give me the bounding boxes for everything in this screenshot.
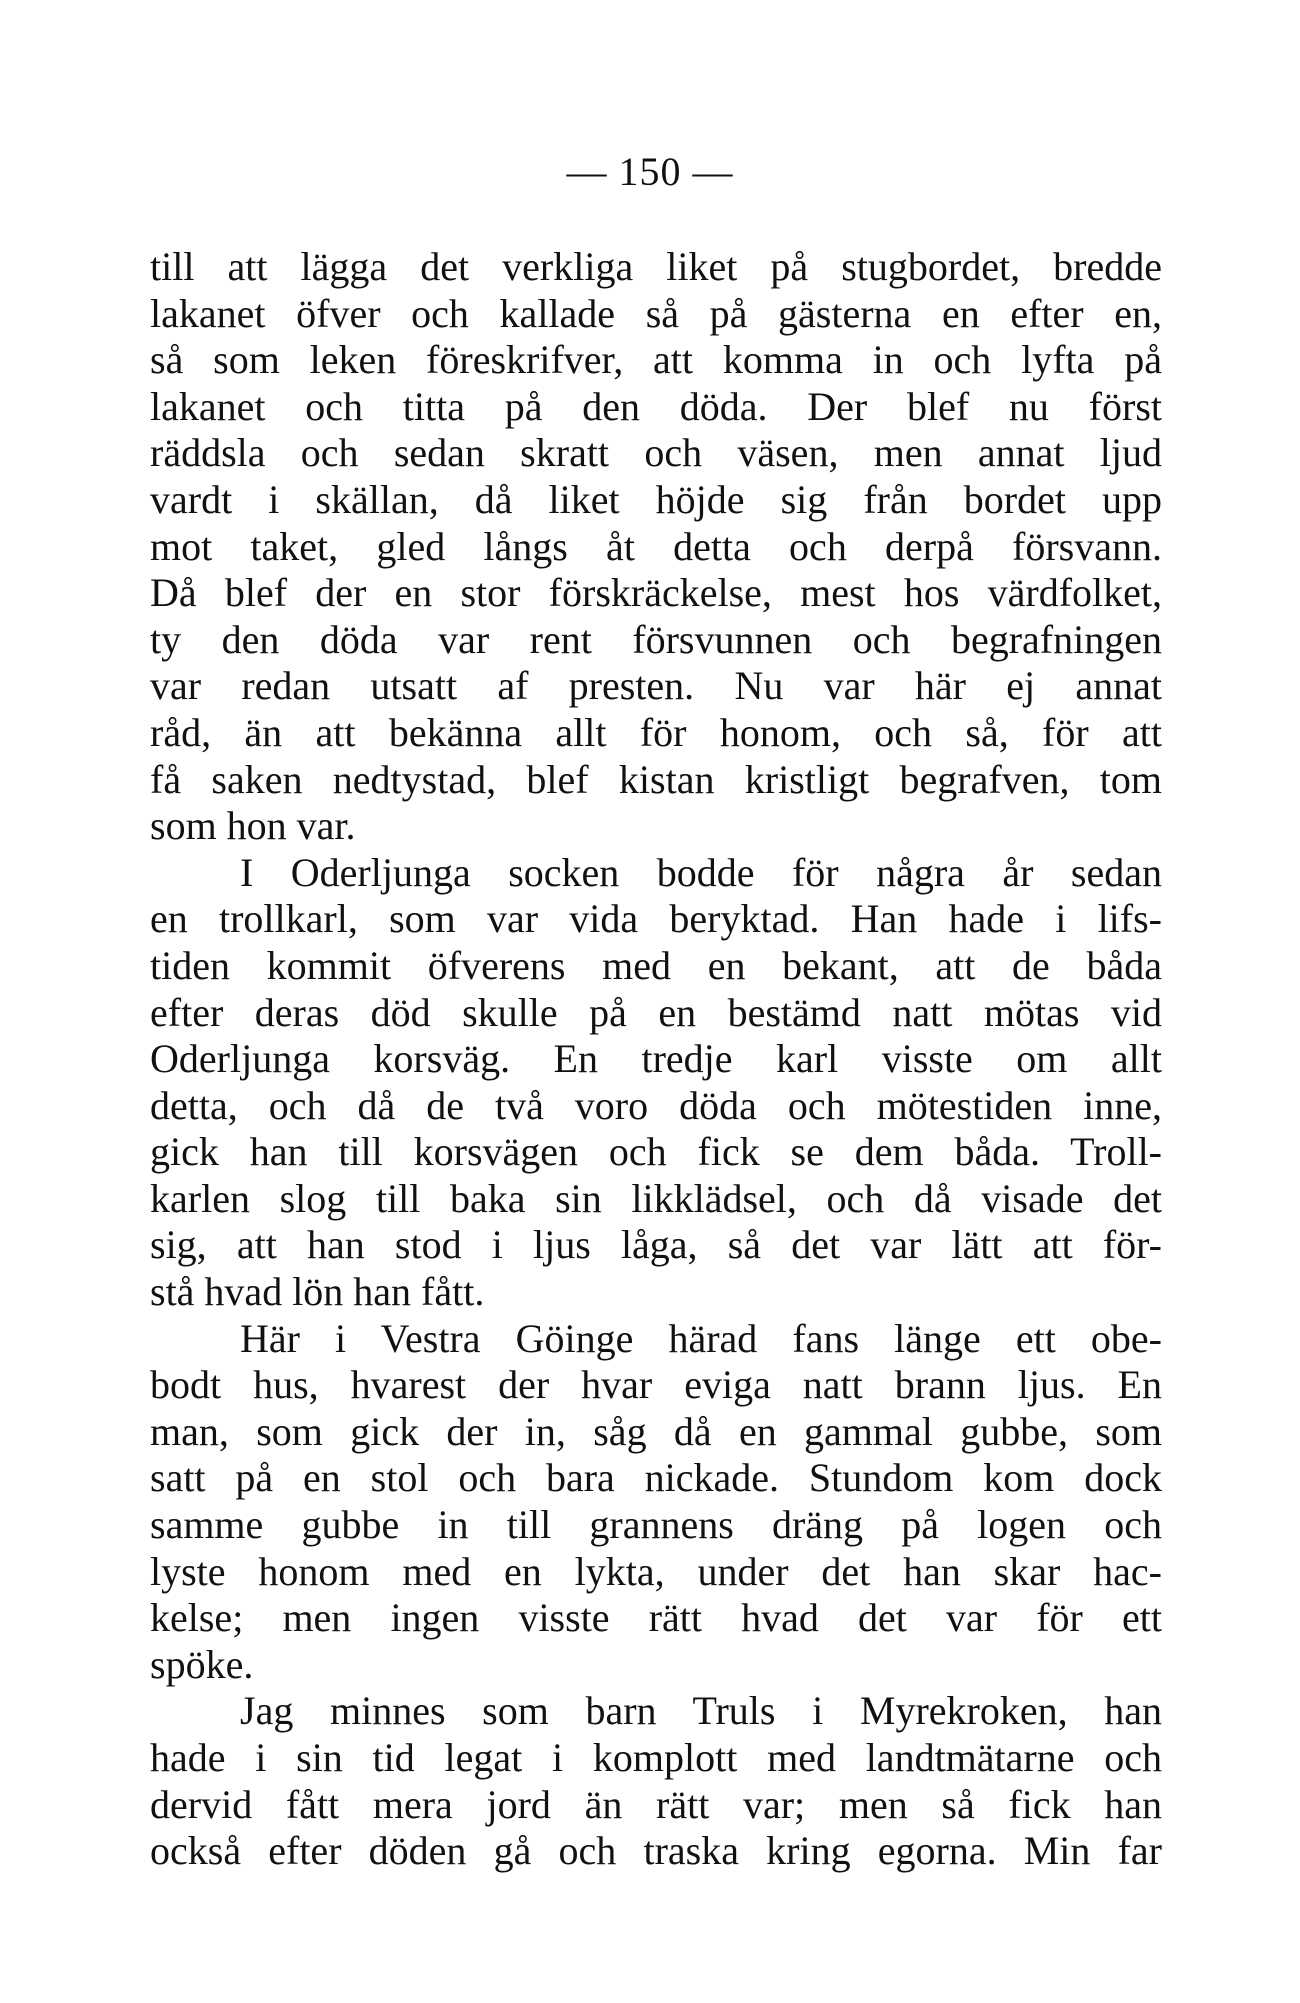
text-line: lakanet öfver och kallade så på gästerna en efter en, <box>150 290 1162 336</box>
text-line: Jag minnes som barn Truls i Myrekroken, han <box>240 1688 1162 1734</box>
text-line: satt på en stol och bara nickade. Stundom kom dock <box>150 1455 1162 1501</box>
text-line: sig, att han stod i ljus låga, så det var lätt att för- <box>150 1222 1162 1268</box>
text-line: ty den döda var rent försvunnen och begrafningen <box>150 616 1162 662</box>
text-line: till att lägga det verkliga liket på stugbordet, bredde <box>150 244 1162 289</box>
text-line: som hon var. <box>150 803 356 849</box>
page-number: — 150 — <box>566 149 734 194</box>
text-line: Då blef der en stor förskräckelse, mest hos värdfolket, <box>150 570 1162 616</box>
text-line: stå hvad lön han fått. <box>150 1269 485 1315</box>
text-line: I Oderljunga socken bodde för några år sedan <box>240 849 1162 895</box>
text-line: så som leken föreskrifver, att komma in och lyfta på <box>150 337 1162 383</box>
text-line: Oderljunga korsväg. En tredje karl visste om allt <box>150 1036 1162 1082</box>
text-line: karlen slog till baka sin likklädsel, och då visade det <box>150 1175 1162 1221</box>
body-text <box>150 244 1162 1875</box>
text-line: få saken nedtystad, blef kistan kristligt begrafven, tom <box>150 756 1162 802</box>
text-line: en trollkarl, som var vida beryktad. Han hade i lifs- <box>150 896 1162 942</box>
text-line: vardt i skällan, då liket höjde sig från bordet upp <box>150 476 1162 522</box>
text-line: också efter döden gå och traska kring egorna. Min far <box>150 1828 1162 1874</box>
text-line: råd, än att bekänna allt för honom, och så, för att <box>150 709 1162 755</box>
text-line: tiden kommit öfverens med en bekant, att de båda <box>150 942 1162 988</box>
text-line: samme gubbe in till grannens dräng på logen och <box>150 1502 1162 1548</box>
text-line: man, som gick der in, såg då en gammal gubbe, som <box>150 1408 1162 1454</box>
text-line: kelse; men ingen visste rätt hvad det var för ett <box>150 1595 1162 1641</box>
text-line: hade i sin tid legat i komplott med landtmätarne och <box>150 1735 1162 1780</box>
text-line: Här i Vestra Göinge härad fans länge ett obe- <box>240 1315 1162 1361</box>
text-line: lyste honom med en lykta, under det han skar hac- <box>150 1548 1162 1594</box>
text-line: spöke. <box>150 1641 254 1687</box>
text-line: lakanet och titta på den döda. Der blef nu först <box>150 383 1162 429</box>
text-line: var redan utsatt af presten. Nu var här ej annat <box>150 663 1162 709</box>
text-line: efter deras död skulle på en bestämd natt mötas vid <box>150 989 1162 1035</box>
text-line: dervid fått mera jord än rätt var; men så fick han <box>150 1781 1162 1827</box>
text-line: gick han till korsvägen och fick se dem båda. Troll- <box>150 1129 1162 1175</box>
text-line: bodt hus, hvarest der hvar eviga natt brann ljus. En <box>150 1362 1162 1408</box>
text-line: detta, och då de två voro döda och mötestiden inne, <box>150 1082 1162 1128</box>
text-line: räddsla och sedan skratt och väsen, men annat ljud <box>150 430 1162 476</box>
text-line: mot taket, gled långs åt detta och derpå försvann. <box>150 523 1162 569</box>
